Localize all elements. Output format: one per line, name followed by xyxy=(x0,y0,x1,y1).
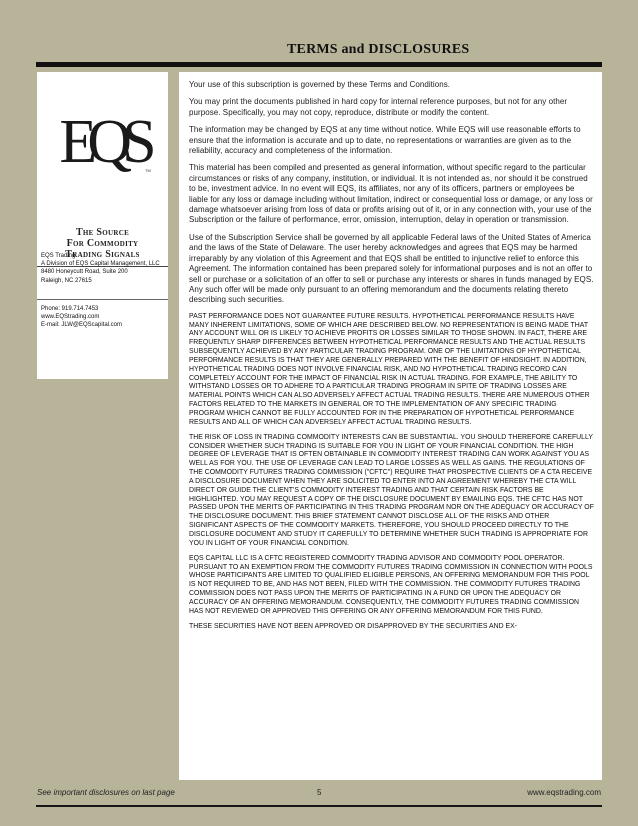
disclosure-paragraph: EQS CAPITAL LLC IS A CFTC REGISTERED COMMODITY TRADING ADVISOR AND COMMODITY POOL OPERATOR. PURSUANT TO AN EXEMPTION FROM THE COMMODITY FUTURES TRADING COMMISSION IN CONNECTION WITH POOLS WHOSE PARTICIPANTS ARE LIMITED TO QUALIFIED ELIGIBLE PERSONS, AN OFFERING MEMORANDUM FOR THIS POOL IS NOT REQUIRED TO BE, AND HAS NOT BEEN, FILED WITH THE COMMISSION. THE COMMODITY FUTURES TRADING COMMISSION DOES NOT PASS UPON THE MERITS OF PARTICIPATING IN A FUND OR UPON THE ADEQUACY OR ACCURACY OF AN OFFERING MEMORANDUM. CONSEQUENTLY, THE COMMODITY FUTURES TRADING COMMISSION HAS NOT REVIEWED OR APPROVED THIS OFFERING OR ANY OFFERING MEMORANDUM FOR THIS FUND. xyxy=(189,554,593,615)
terms-content xyxy=(179,72,602,780)
address-line-3: 8480 Honeycutt Road, Suite 200 xyxy=(41,269,128,276)
eqs-logo xyxy=(49,84,157,204)
tagline-line-1: The Source xyxy=(75,227,130,238)
terms-paragraph: This material has been compiled and presented as general information, without specific regard to the particular circumstances or risks of any company, institution, or individual. It is not intended as, nor should it be construed to be, investment advice. In no event will EQS, its affiliates, nor any of its officers, partners or employees be liable for any loss or damage including without limitation, indirect or consequential loss or damage, or any loss or damage whatsoever arising from loss of data or profits arising out of it, or in any connection with, your use of the Subscription or the failure of performance, error, omission, interruption, delay in operation or transmission. xyxy=(189,163,593,225)
disclosure-paragraph: THE RISK OF LOSS IN TRADING COMMODITY INTERESTS CAN BE SUBSTANTIAL. YOU SHOULD THEREFORE CAREFULLY CONSIDER WHETHER SUCH TRADING IS SUITABLE FOR YOU IN LIGHT OF YOUR FINANCIAL CONDITION. THE HIGH DEGREE OF LEVERAGE THAT IS OFTEN OBTAINABLE IN COMMODITY INTEREST TRADING CAN WORK AGAINST YOU AS WELL AS FOR YOU. THE USE OF LEVERAGE CAN LEAD TO LARGE LOSSES AS WELL AS GAINS. THE REGULATIONS OF THE COMMODITY FUTURES TRADING COMMISSION ("CFTC") REQUIRE THAT PROSPECTIVE CLIENTS OF A CTA RECEIVE A DISCLOSURE DOCUMENT WHEN THEY ARE SOLICITED TO ENTER INTO AN AGREEMENT WHEREBY THE CTA WILL DIRECT OR GUIDE THE CLIENT'S COMMODITY INTEREST TRADING AND THAT CERTAIN RISK FACTORS BE HIGHLIGHTED. YOU MAY REQUEST A COPY OF THE DISCLOSURE DOCUMENT BY EMAILING EQS. THE CFTC HAS NOT PASSED UPON THE MERITS OF PARTICIPATING IN THIS TRADING PROGRAM NOR ON THE ADEQUACY OR ACCURACY OF THE DISCLOSURE DOCUMENT. THIS BRIEF STATEMENT CANNOT DISCLOSE ALL OF THE RISKS AND OTHER SIGNIFICANT ASPECTS OF THE COMMODITY MARKETS. THEREFORE, YOU SHOULD PROCEED DIRECTLY TO THE DISCLOSURE DOCUMENT AND STUDY IT CAREFULLY TO DETERMINE WHETHER SUCH TRADING IS APPROPRIATE FOR YOU IN LIGHT OF YOUR FINANCIAL CONDITION. xyxy=(189,433,594,547)
address-line-4: Raleigh, NC 27615 xyxy=(41,277,92,284)
page-title: TERMS and DISCLOSURES xyxy=(287,42,470,57)
tagline-line-3: Trading Signals xyxy=(65,249,140,260)
contact-phone: Phone: 919.714.7453 xyxy=(41,306,99,312)
sidebar-divider xyxy=(37,299,168,300)
address-line-1: EQS Trading xyxy=(41,253,76,259)
terms-paragraph: Use of the Subscription Service shall be governed by all applicable Federal laws of the United States of America and the laws of the State of Delaware. The user hereby acknowledges and agrees that EQS may be harmed irreparably by any violation of this Agreement and that EQS shall be entitled to injunctive relief to enforce this Agreement. The information contained has been prepared solely for informational purposes and is not an offer to sell or purchase or a solicitation of an offer to sell or purchase any interests or shares in funds managed by EQS. Any such offer will be made only pursuant to an offering memorandum and the documents relating thereto describing such securities. xyxy=(189,232,594,305)
footer-rule xyxy=(36,805,602,807)
address-line-2: A Division of EQS Capital Management, LLC xyxy=(41,261,160,268)
header-rule xyxy=(36,62,602,67)
address-block xyxy=(41,252,160,285)
footer-disclosure-note: See important disclosures on last page xyxy=(37,788,175,797)
footer-website[interactable]: www.eqstrading.com xyxy=(527,788,601,797)
page-number: 5 xyxy=(317,788,322,797)
contact-block xyxy=(41,305,122,330)
disclosure-paragraph: THESE SECURITIES HAVE NOT BEEN APPROVED OR DISAPPROVED BY THE SECURITIES AND EX- xyxy=(189,622,518,630)
eqs-logo-text: EQS xyxy=(59,108,147,176)
terms-paragraph: The information may be changed by EQS at any time without notice. While EQS will use reasonable efforts to ensure that the information is accurate and up to date, no representations or warranties are given as to the reliability, accuracy and completeness of the information. xyxy=(189,125,581,156)
eqs-logo-tm: TM xyxy=(145,168,151,173)
terms-text xyxy=(189,80,594,637)
disclosure-paragraph: PAST PERFORMANCE DOES NOT GUARANTEE FUTURE RESULTS. HYPOTHETICAL PERFORMANCE RESULTS HAVE MANY INHERENT LIMITATIONS, SOME OF WHICH ARE DESCRIBED BELOW. NO REPRESENTATION IS BEING MADE THAT ANY ACCOUNT WILL OR IS LIKELY TO ACHIEVE PROFITS OR LOSSES SIMILAR TO THOSE SHOWN. IN FACT, THERE ARE FREQUENTLY SHARP DIFFERENCES BETWEEN HYPOTHETICAL PERFORMANCE RESULTS AND THE ACTUAL RESULTS SUBSEQUENTLY ACHIEVED BY ANY PARTICULAR TRADING PROGRAM. ONE OF THE LIMITATIONS OF HYPOTHETICAL PERFORMANCE RESULTS IS THAT THEY ARE GENERALLY PREPARED WITH THE BENEFIT OF HINDSIGHT. IN ADDITION, HYPOTHETICAL TRADING DOES NOT INVOLVE FINANCIAL RISK, AND NO HYPOTHETICAL TRADING RECORD CAN COMPLETELY ACCOUNT FOR THE IMPACT OF FINANCIAL RISK IN ACTUAL TRADING. FOR EXAMPLE, THE ABILITY TO WITHSTAND LOSSES OR TO ADHERE TO A PARTICULAR TRADING PROGRAM IN SPITE OF TRADING LOSSES ARE MATERIAL POINTS WHICH CAN ALSO ADVERSELY AFFECT ACTUAL TRADING RESULTS. THERE ARE NUMEROUS OTHER FACTORS RELATED TO THE MARKETS IN GENERAL OR TO THE IMPLEMENTATION OF ANY SPECIFIC TRADING PROGRAM WHICH CANNOT BE FULLY ACCOUNTED FOR IN THE PREPARATION OF HYPOTHETICAL PERFORMANCE RESULTS AND ALL OF WHICH CAN ADVERSELY AFFECT ACTUAL TRADING RESULTS. xyxy=(189,312,590,426)
terms-paragraph: You may print the documents published in hard copy for internal reference purposes, but not for any other purpose. Specifically, you may not copy, reproduce, distribute or modify the content. xyxy=(189,97,568,117)
terms-paragraph: Your use of this subscription is governed by these Terms and Conditions. xyxy=(189,80,451,89)
tagline-line-2: For Commodity xyxy=(66,238,139,249)
contact-website[interactable]: www.EQStrading.com xyxy=(41,314,100,321)
sidebar xyxy=(37,72,168,379)
logo-panel xyxy=(37,72,168,267)
contact-email[interactable]: E-mail: JLW@EQScapital.com xyxy=(41,322,122,329)
